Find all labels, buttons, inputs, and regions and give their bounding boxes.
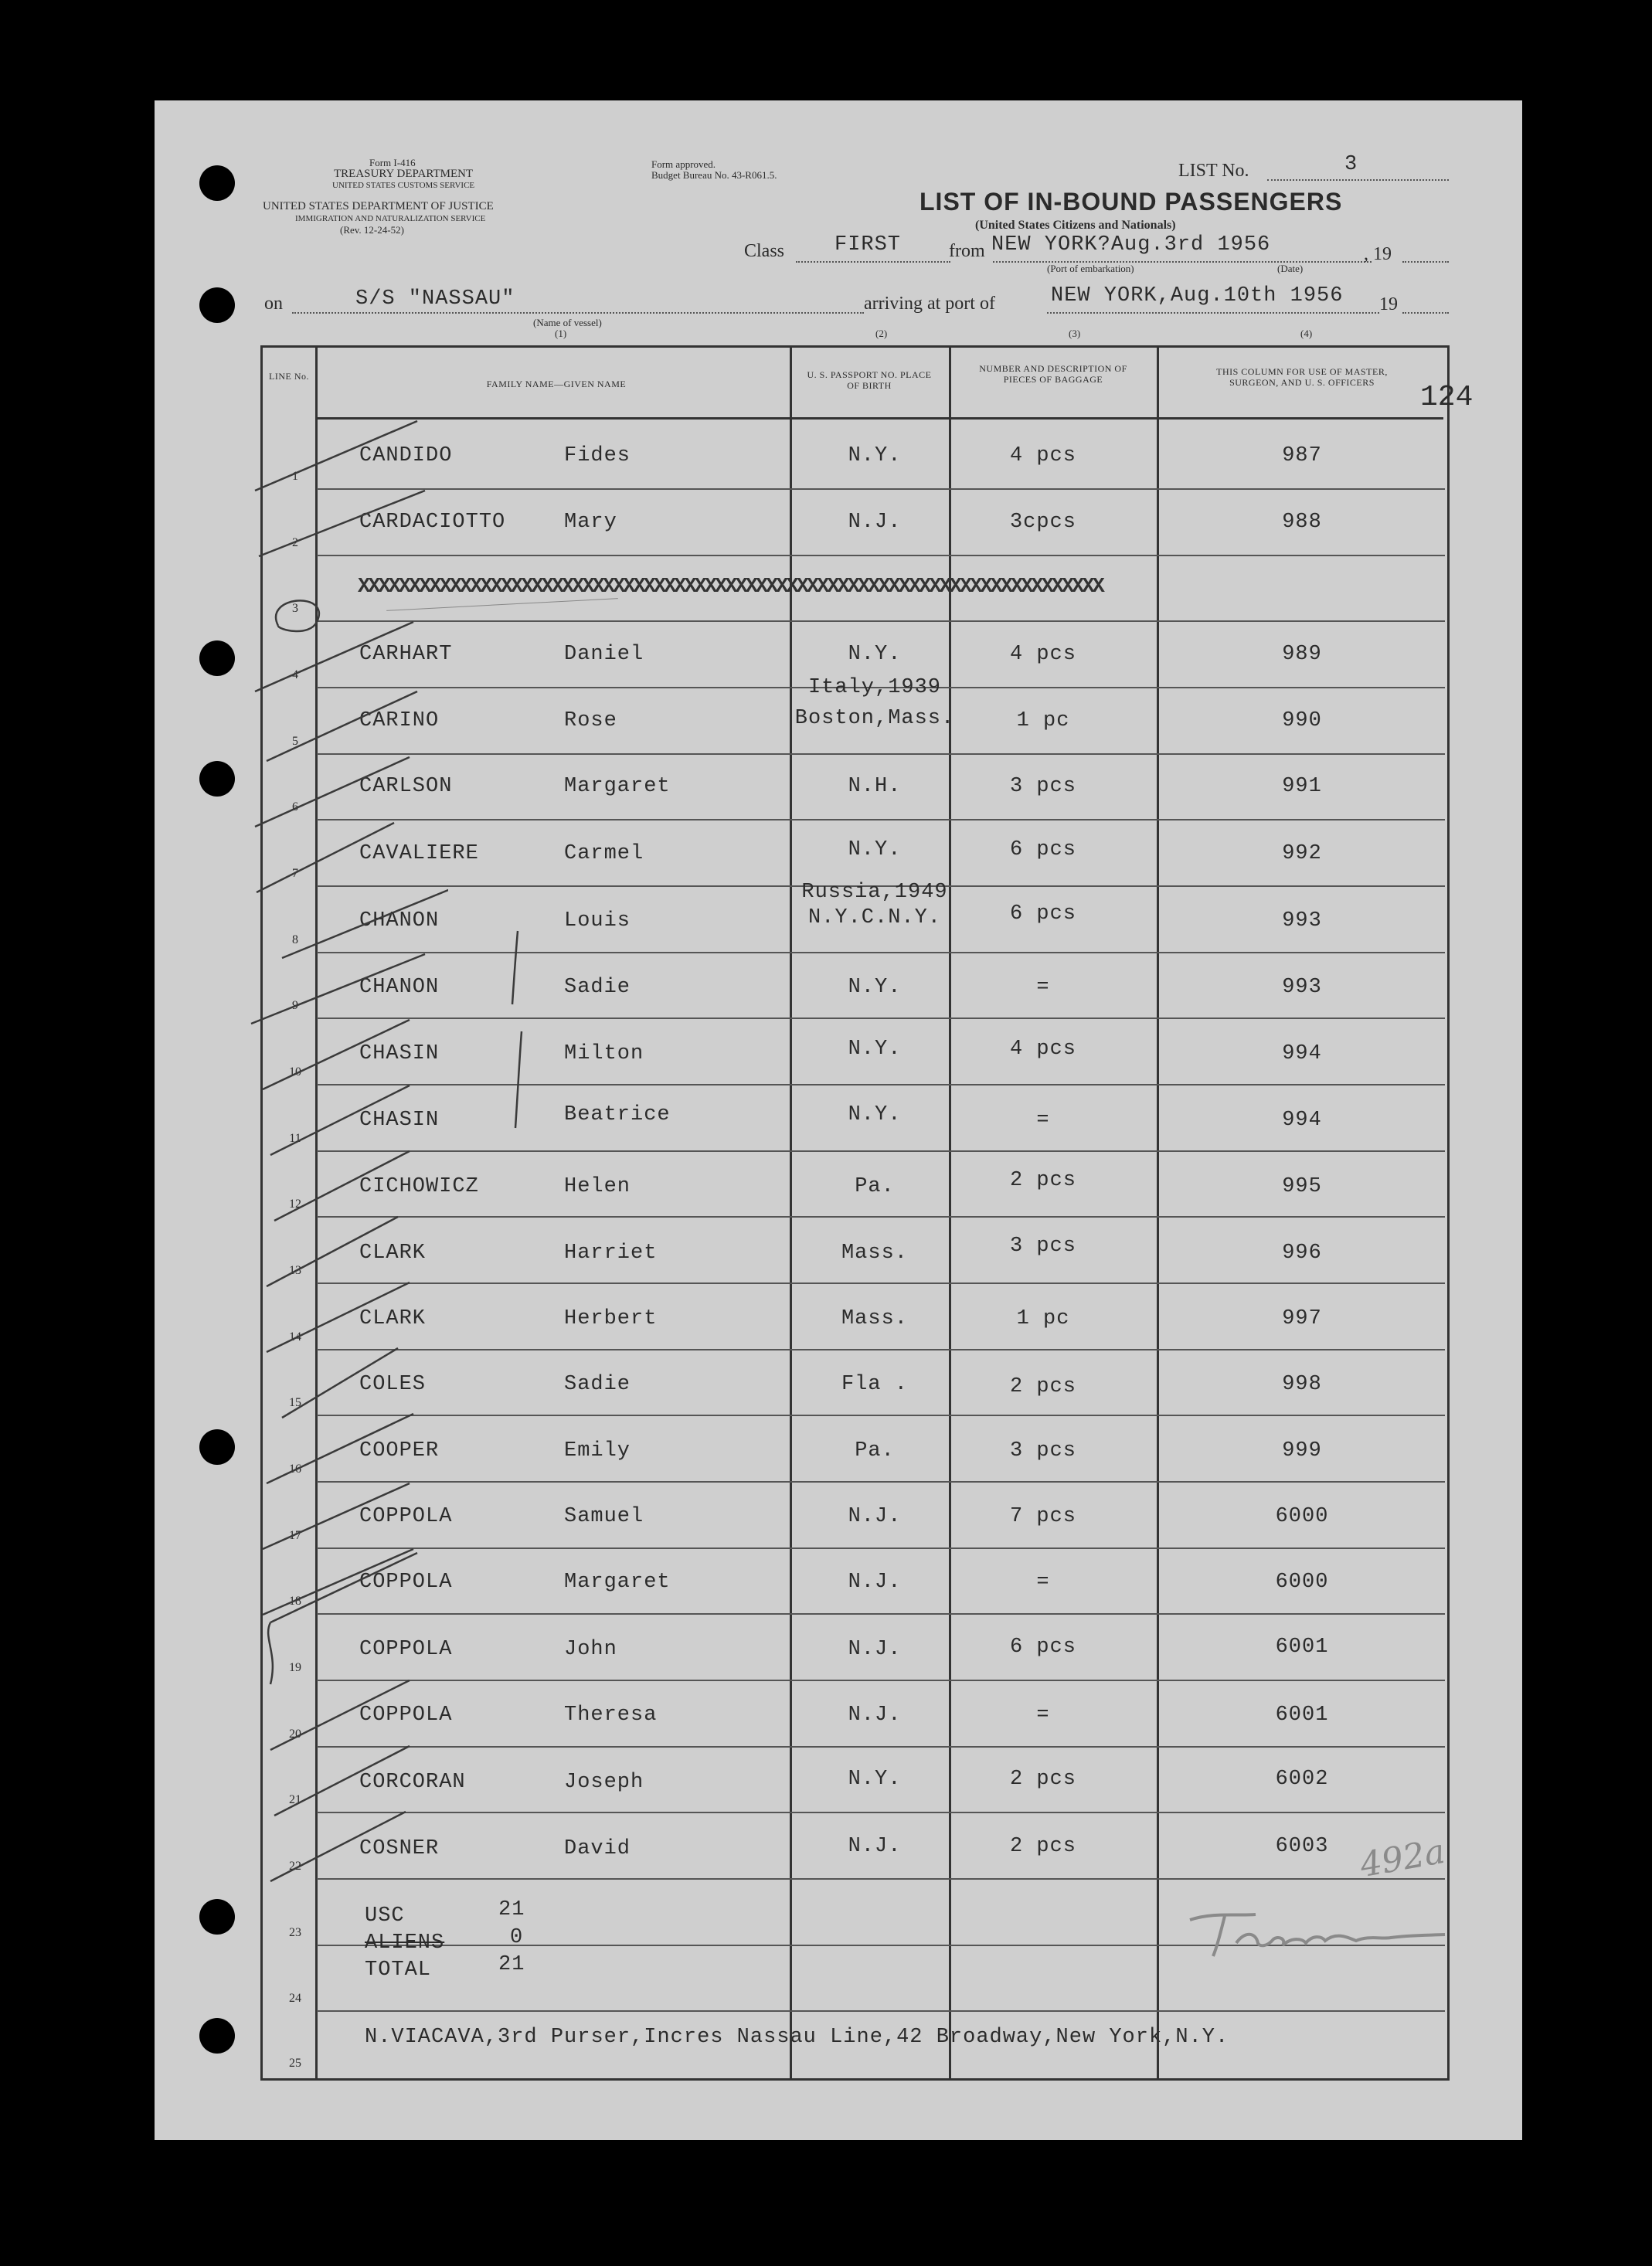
place-of-birth: N.Y. [848, 1038, 902, 1061]
purser-signature-line: N.VIACAVA,3rd Purser,Incres Nassau Line,42 Broadway,New York,N.Y. [365, 2026, 1229, 2049]
header-line-no: LINE No. [269, 371, 309, 382]
officer-number: 6002 [1275, 1768, 1329, 1791]
immigration-service: IMMIGRATION AND NATURALIZATION SERVICE [295, 214, 486, 223]
place-of-birth: N.Y. [848, 444, 902, 467]
family-name: COSNER [359, 1837, 440, 1860]
line-number: 11 [289, 1132, 301, 1145]
list-number: 3 [1344, 153, 1358, 176]
from-label: from [949, 241, 985, 261]
punch-hole [199, 1899, 235, 1935]
officer-number: 990 [1282, 709, 1322, 732]
officer-number: 988 [1282, 511, 1322, 534]
form-approved: Form approved. [651, 158, 716, 170]
baggage: = [1036, 1704, 1050, 1727]
officer-number: 992 [1282, 842, 1322, 865]
officer-number: 994 [1282, 1042, 1322, 1065]
given-name: Joseph [564, 1771, 644, 1794]
given-name: Herbert [564, 1307, 658, 1330]
baggage: 3 pcs [1009, 1439, 1076, 1463]
place-of-birth: N.Y. [848, 1768, 902, 1791]
baggage: 6 pcs [1009, 1636, 1076, 1659]
baggage: 2 pcs [1009, 1169, 1076, 1192]
baggage: = [1036, 1571, 1050, 1594]
bracket-marks [506, 927, 537, 1143]
line-number: 8 [292, 933, 298, 946]
punch-hole [199, 165, 235, 201]
place-of-birth: Mass. [841, 1242, 908, 1265]
officer-number: 995 [1282, 1175, 1322, 1198]
page-number: 124 [1420, 381, 1474, 414]
family-name: CHANON [359, 976, 440, 999]
place-of-birth: N.J. [848, 1835, 902, 1858]
line-number: 25 [289, 2057, 301, 2070]
family-name: CARHART [359, 643, 453, 666]
place-of-birth: N.Y. [848, 1103, 902, 1126]
year-suffix: , 19 [1364, 244, 1392, 264]
date-label: (Date) [1277, 263, 1304, 274]
document-title: LIST OF IN-BOUND PASSENGERS [919, 188, 1343, 216]
officer-number: 996 [1282, 1242, 1322, 1265]
given-name: Milton [564, 1042, 644, 1065]
officer-number: 993 [1282, 976, 1322, 999]
family-name: CHASIN [359, 1042, 440, 1065]
baggage: 1 pc [1016, 1307, 1070, 1330]
officer-number: 989 [1282, 643, 1322, 666]
place-of-birth: N.J. [848, 1571, 902, 1594]
baggage: 4 pcs [1009, 1038, 1076, 1061]
family-name: CARDACIOTTO [359, 511, 506, 534]
baggage: 4 pcs [1009, 444, 1076, 467]
family-name: CLARK [359, 1307, 427, 1330]
line-number: 9 [292, 999, 298, 1012]
col4-label: (4) [1300, 328, 1313, 339]
punch-hole [199, 761, 235, 797]
place-of-birth: N.J. [848, 1704, 902, 1727]
port-of-embarkation-label: (Port of embarkation) [1047, 263, 1134, 274]
treasury-department: TREASURY DEPARTMENT [334, 168, 474, 180]
budget-bureau: Budget Bureau No. 43-R061.5. [651, 169, 777, 181]
line-number: 17 [289, 1529, 301, 1542]
birth-country-year: Italy,1939 [807, 676, 942, 699]
given-name: Harriet [564, 1242, 658, 1265]
line-number: 23 [289, 1926, 301, 1939]
handwritten-number: 492a [1357, 1831, 1448, 1886]
given-name: Louis [564, 909, 631, 933]
place-of-birth: N.Y. [848, 976, 902, 999]
class-label: Class [744, 241, 785, 261]
place-of-birth: N.J. [848, 511, 902, 534]
given-name: Mary [564, 511, 617, 534]
given-name: David [564, 1837, 631, 1860]
col3-label: (3) [1069, 328, 1081, 339]
place-of-birth: Fla . [841, 1373, 908, 1396]
officer-number: 998 [1282, 1373, 1322, 1396]
family-name: COPPOLA [359, 1505, 453, 1528]
officer-number: 6001 [1275, 1704, 1329, 1727]
family-name: COPPOLA [359, 1704, 453, 1727]
officer-number: 994 [1282, 1109, 1322, 1132]
family-name: CLARK [359, 1242, 427, 1265]
line-number: 21 [289, 1793, 301, 1806]
cancelled-row: XXXXXXXXXXXXXXXXXXXXXXXXXXXXXXXXXXXXXXXXXXXXXXXXXXXXXXXXXXXXXXXXXXXXXXXXX [358, 576, 1103, 599]
arrival-port-value: NEW YORK,Aug.10th 1956 [1051, 284, 1344, 307]
officer-number: 6003 [1275, 1835, 1329, 1858]
place-of-birth: Boston,Mass. [794, 707, 955, 730]
line-number: 3 [292, 602, 298, 615]
place-of-birth: Pa. [855, 1175, 895, 1198]
family-name: COPPOLA [359, 1571, 453, 1594]
line-number: 10 [289, 1065, 301, 1079]
line-number: 5 [292, 735, 298, 748]
baggage: 1 pc [1016, 709, 1070, 732]
form-number: Form I-416 [369, 157, 416, 168]
place-of-birth: Pa. [855, 1439, 895, 1463]
list-no-label: LIST No. [1178, 161, 1249, 181]
punch-hole [199, 640, 235, 676]
given-name: John [564, 1638, 617, 1661]
given-name: Rose [564, 709, 617, 732]
birth-country-year: Russia,1949 [801, 881, 948, 904]
family-name: CARINO [359, 709, 440, 732]
line-number: 16 [289, 1463, 301, 1476]
handwritten-signature [1182, 1901, 1460, 1962]
punch-hole [199, 287, 235, 323]
total-count: 21 [498, 1953, 525, 1976]
header-officers: THIS COLUMN FOR USE OF MASTER, SURGEON, AND U. S. OFFICERS [1216, 366, 1388, 388]
given-name: Carmel [564, 842, 644, 865]
total-label: TOTAL [365, 1959, 432, 1982]
given-name: Fides [564, 444, 631, 467]
aliens-label: ALIENS [365, 1931, 445, 1955]
line-number: 6 [292, 800, 298, 814]
place-of-birth: N.J. [848, 1638, 902, 1661]
line-number: 24 [289, 1992, 301, 2005]
family-name: COOPER [359, 1439, 440, 1463]
place-of-birth: N.Y.C.N.Y. [807, 906, 942, 929]
officer-number: 997 [1282, 1307, 1322, 1330]
family-name: COPPOLA [359, 1638, 453, 1661]
family-name: CORCORAN [359, 1771, 466, 1794]
given-name: Theresa [564, 1704, 658, 1727]
year-suffix-2: 19 [1379, 294, 1398, 314]
vessel-label: (Name of vessel) [533, 317, 602, 328]
officer-number: 993 [1282, 909, 1322, 933]
baggage: 4 pcs [1009, 643, 1076, 666]
officer-number: 6001 [1275, 1636, 1329, 1659]
aliens-count: 0 [510, 1926, 524, 1949]
line-number: 4 [292, 668, 298, 681]
line-number: 1 [292, 470, 298, 483]
line-number: 14 [289, 1330, 301, 1344]
revision-date: (Rev. 12-24-52) [340, 224, 404, 236]
baggage: 2 pcs [1009, 1835, 1076, 1858]
line-number: 22 [289, 1860, 301, 1873]
line-number: 15 [289, 1396, 301, 1409]
family-name: CARLSON [359, 775, 453, 798]
punch-hole [199, 1429, 235, 1465]
baggage: 2 pcs [1009, 1375, 1076, 1398]
given-name: Sadie [564, 976, 631, 999]
arriving-label: arriving at port of [864, 294, 995, 314]
line-number: 13 [289, 1264, 301, 1277]
family-name: CICHOWICZ [359, 1175, 479, 1198]
family-name: CHASIN [359, 1109, 440, 1132]
officer-number: 6000 [1275, 1505, 1329, 1528]
baggage: 7 pcs [1009, 1505, 1076, 1528]
family-name: CAVALIERE [359, 842, 479, 865]
customs-service: UNITED STATES CUSTOMS SERVICE [332, 181, 475, 190]
line-number: 2 [292, 536, 298, 549]
baggage: = [1036, 976, 1050, 999]
officer-number: 987 [1282, 444, 1322, 467]
given-name: Margaret [564, 1571, 671, 1594]
given-name: Samuel [564, 1505, 644, 1528]
place-of-birth: N.H. [848, 775, 902, 798]
line-number: 12 [289, 1198, 301, 1211]
given-name: Helen [564, 1175, 631, 1198]
family-name: COLES [359, 1373, 427, 1396]
place-of-birth: N.Y. [848, 838, 902, 861]
usc-label: USC [365, 1904, 405, 1928]
baggage: 3 pcs [1009, 775, 1076, 798]
baggage: = [1036, 1109, 1050, 1132]
on-label: on [264, 294, 283, 314]
line-number: 7 [292, 867, 298, 880]
col1-label: (1) [555, 328, 567, 339]
punch-hole [199, 2018, 235, 2054]
given-name: Emily [564, 1439, 631, 1463]
given-name: Sadie [564, 1373, 631, 1396]
port-of-embarkation-value: NEW YORK?Aug.3rd 1956 [991, 233, 1271, 256]
place-of-birth: N.Y. [848, 643, 902, 666]
baggage: 3 pcs [1009, 1235, 1076, 1258]
document-subtitle: (United States Citizens and Nationals) [975, 219, 1176, 232]
family-name: CANDIDO [359, 444, 453, 467]
place-of-birth: N.J. [848, 1505, 902, 1528]
baggage: 2 pcs [1009, 1768, 1076, 1791]
place-of-birth: Mass. [841, 1307, 908, 1330]
line-number: 20 [289, 1728, 301, 1741]
usc-count: 21 [498, 1898, 525, 1921]
officer-number: 6000 [1275, 1571, 1329, 1594]
vessel-name: S/S "NASSAU" [355, 287, 515, 311]
check-marks [247, 417, 448, 1947]
given-name: Daniel [564, 643, 644, 666]
line-number: 18 [289, 1595, 301, 1608]
baggage: 6 pcs [1009, 838, 1076, 861]
header-name: FAMILY NAME—GIVEN NAME [486, 379, 627, 389]
header-passport: U. S. PASSPORT NO. PLACE OF BIRTH [807, 369, 932, 391]
given-name: Margaret [564, 775, 671, 798]
baggage: 3cpcs [1009, 511, 1076, 534]
header-baggage: NUMBER AND DESCRIPTION OF PIECES OF BAGGAGE [979, 363, 1127, 385]
family-name: CHANON [359, 909, 440, 933]
officer-number: 991 [1282, 775, 1322, 798]
given-name: Beatrice [564, 1103, 671, 1126]
justice-department: UNITED STATES DEPARTMENT OF JUSTICE [263, 200, 494, 212]
officer-number: 999 [1282, 1439, 1322, 1463]
baggage: 6 pcs [1009, 902, 1076, 926]
line-number: 19 [289, 1661, 301, 1674]
col2-label: (2) [875, 328, 888, 339]
class-value: FIRST [834, 233, 902, 256]
